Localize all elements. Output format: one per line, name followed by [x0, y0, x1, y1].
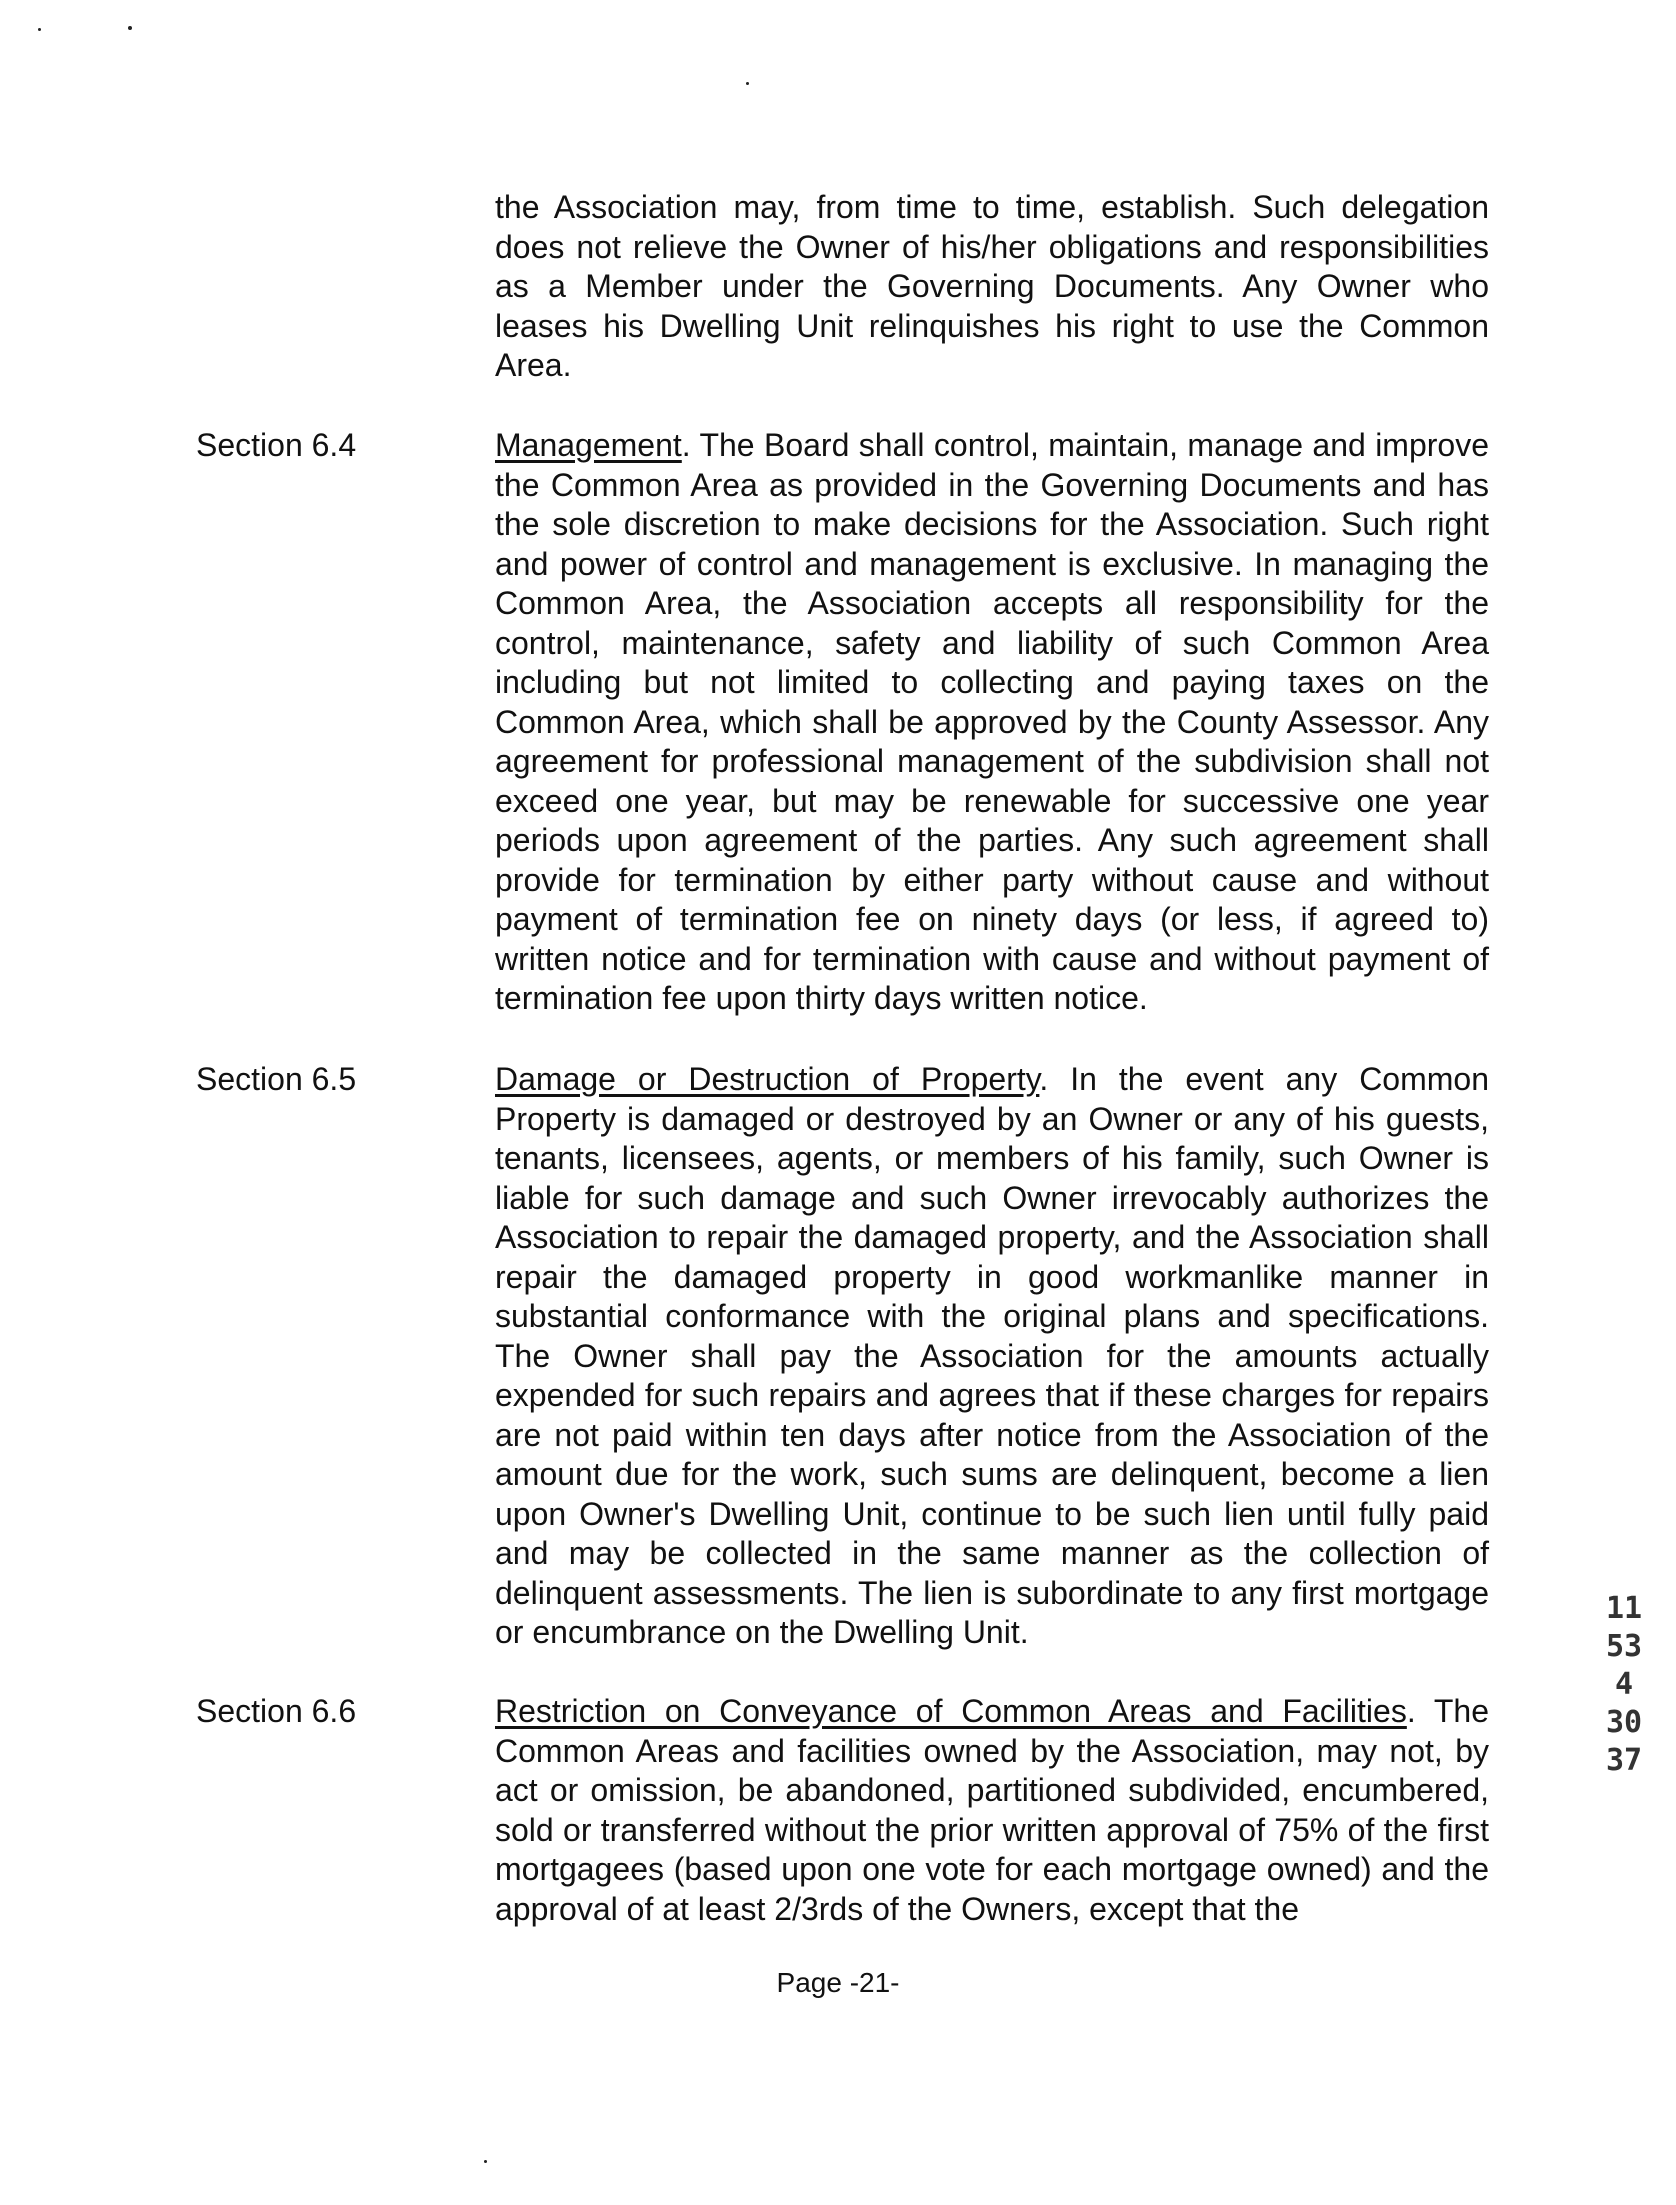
scan-speck: [484, 2160, 487, 2163]
section-6-5-label: Section 6.5: [196, 1061, 357, 1097]
section-6-6-body: [495, 1692, 1489, 1929]
scan-speck: [128, 26, 132, 30]
section-6-5-text: . In the event any Common Property is damaged or destroyed by an Owner or any of his guests, tenants, licensees, agents, or members of his family, such Owner is liable for such damage and such Owner irrevocably authorizes the Association to repair the damaged property, and the Association shall repair the damaged property in good workmanlike manner in substantial conformance with the original plans and specifications. The Owner shall pay the Association for the amounts actually expended for such repairs and agrees that if these charges for repairs are not paid within ten days after notice from the Association of the amount due for the work, such sums are delinquent, become a lien upon Owner's Dwelling Unit, continue to be such lien until fully paid and may be collected in the same manner as the collection of delinquent assessments. The lien is subordinate to any first mortgage or encumbrance on the Dwelling Unit.: [495, 1061, 1490, 1650]
section-6-6-heading: Restriction on Conveyance of Common Areas and Facilities: [495, 1693, 1407, 1729]
section-6-6-text: . The Common Areas and facilities owned by the Association, may not, by act or omission, be abandoned, partitioned subdivided, encumbered, sold or transferred without the prior written approval of 75% of the first mortgagees (based upon one vote for each mortgage owned) and the approval of at least 2/3rds of the Owners, except that the: [495, 1693, 1490, 1927]
recording-stamp: 11534 3037: [1605, 1591, 1652, 1778]
section-6-4-heading: Management: [495, 427, 682, 463]
section-6-5-heading: Damage or Destruction of Property: [495, 1061, 1040, 1097]
section-6-5-body: [495, 1060, 1489, 1653]
section-6-4-text: . The Board shall control, maintain, manage and improve the Common Area as provided in the Governing Documents and has the sole discretion to make decisions for the Association. Such right and power of control and management is exclusive. In managing the Common Area, the Association accepts all responsibility for the control, maintenance, safety and liability of such Common Area including but not limited to collecting and paying taxes on the Common Area, which shall be approved by the County Assessor. Any agreement for professional management of the subdivision shall not exceed one year, but may be renewable for successive one year periods upon agreement of the parties. Any such agreement shall provide for termination by either party without cause and without payment of termination fee on ninety days (or less, if agreed to) written notice and for termination with cause and without payment of termination fee upon thirty days written notice.: [495, 427, 1489, 1016]
page-number: Page -21-: [776, 1967, 900, 1998]
section-6-6-label: Section 6.6: [196, 1693, 357, 1729]
intro-paragraph: the Association may, from time to time, establish. Such delegation does not relieve the Owner of his/her obligations and responsibilities as a Member under the Governing Documents. Any Owner who leases his Dwelling Unit relinquishes his right to use the Common Area.: [495, 189, 1489, 383]
section-6-4-label: Section 6.4: [196, 427, 357, 463]
scan-speck: [38, 28, 41, 31]
section-6-4-body: [495, 426, 1489, 1019]
scan-speck: [746, 82, 749, 85]
